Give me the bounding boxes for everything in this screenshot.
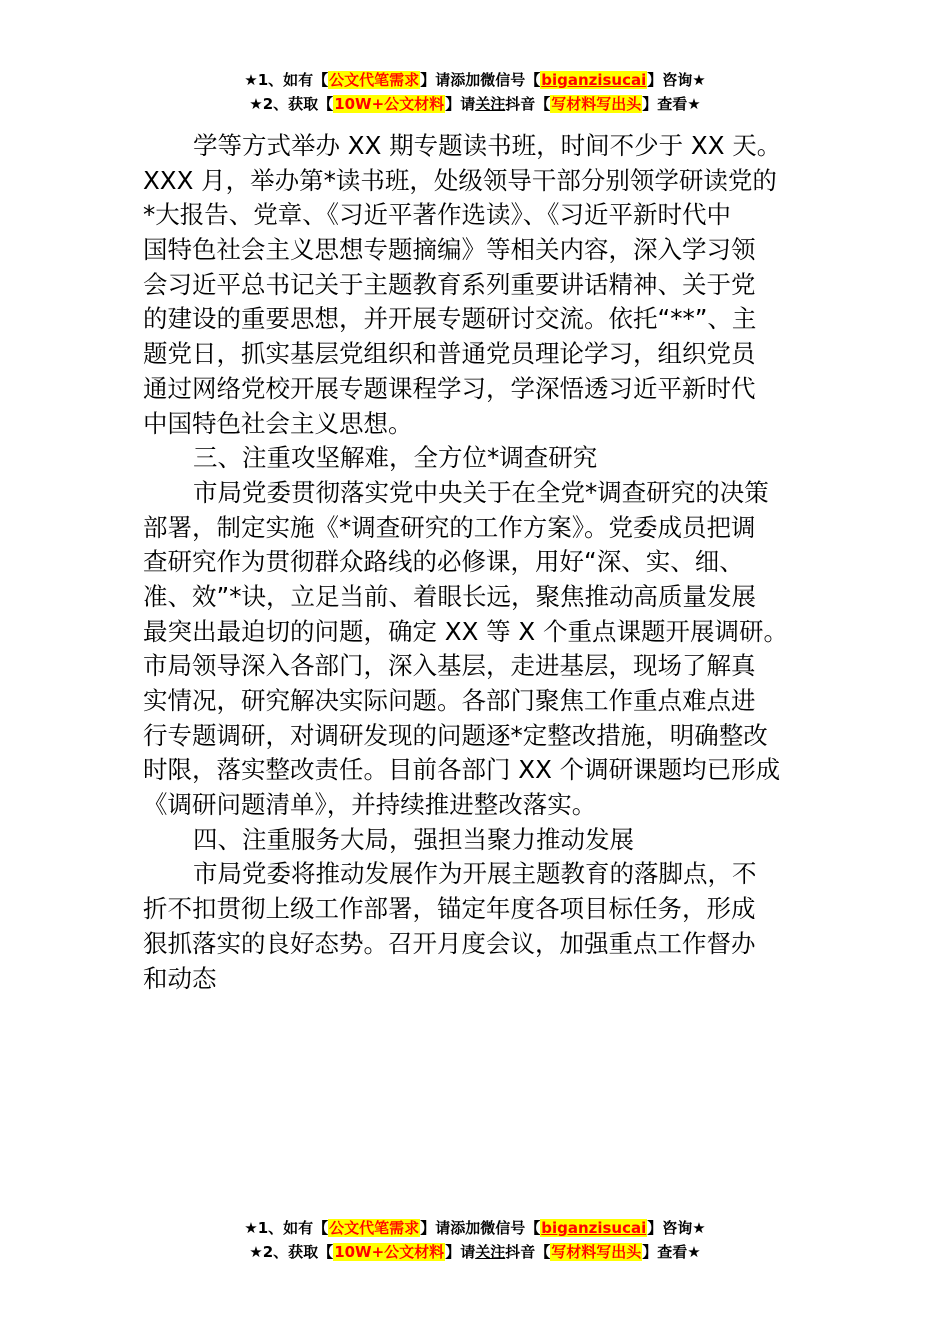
banner-text: 】请 [445, 95, 476, 113]
body-line: 国特色社会主义思想专题摘编》等相关内容，深入学习领 [143, 235, 756, 265]
banner-highlight: 公文代笔需求 [329, 1219, 420, 1237]
body-line: 查研究作为贯彻群众路线的必修课，用好“深、实、细、 [143, 547, 744, 577]
banner-highlight: 写材料写出头 [551, 95, 642, 113]
body-line: 市局党委将推动发展作为开展主题教育的落脚点，不 [193, 859, 757, 889]
banner-highlight: 10W+公文材料 [334, 1243, 445, 1261]
body-line: 准、效”*诀，立足当前、着眼长远，聚焦推动高质量发展 [143, 581, 756, 611]
banner-text: ★1、如有【 [244, 1219, 329, 1237]
banner-line-2 [0, 1240, 950, 1264]
banner-highlight: 公文代笔需求 [329, 71, 420, 89]
banner-text: 】查看★ [642, 95, 701, 113]
banner-text: 抖音【 [505, 95, 551, 113]
banner-text: 】咨询★ [647, 1219, 706, 1237]
banner-text: ★2、获取【 [249, 1243, 334, 1261]
body-line: 市局党委贯彻落实党中央关于在全党*调查研究的决策 [193, 477, 769, 507]
body-line: 会习近平总书记关于主题教育系列重要讲话精神、关于党 [143, 269, 756, 299]
banner-line-2 [0, 92, 950, 116]
section-heading: 四、注重服务大局，强担当聚力推动发展 [193, 824, 634, 854]
banner-text: 抖音【 [505, 1243, 551, 1261]
header-banner [0, 68, 950, 116]
section-heading: 三、注重攻坚解难，全方位*调查研究 [193, 443, 598, 473]
body-line: 实情况，研究解决实际问题。各部门聚焦工作重点难点进 [143, 686, 756, 715]
body-line: 和动态 [143, 963, 217, 993]
body-line: 狠抓落实的良好态势。召开月度会议，加强重点工作督办 [143, 928, 756, 958]
banner-line-1 [0, 68, 950, 92]
body-line: 部署，制定实施《*调查研究的工作方案》。党委成员把调 [143, 512, 756, 542]
body-line: 题党日，抓实基层党组织和普通党员理论学习，组织党员 [143, 339, 756, 369]
banner-text: 】查看★ [642, 1243, 701, 1261]
banner-text: 】咨询★ [647, 71, 706, 89]
body-line: 中国特色社会主义思想。 [143, 408, 413, 438]
banner-text: 】请添加微信号【 [420, 1219, 541, 1237]
body-line: 通过网络党校开展专题课程学习，学深悟透习近平新时代 [143, 373, 756, 403]
body-line: 折不扣贯彻上级工作部署，锚定年度各项目标任务，形成 [143, 894, 756, 924]
document-body [143, 129, 811, 996]
banner-text: 】请添加微信号【 [420, 71, 541, 89]
body-line: 市局领导深入各部门，深入基层，走进基层，现场了解真 [143, 651, 756, 681]
body-line: XXX 月，举办第*读书班，处级领导干部分别领学研读党的 [143, 165, 777, 195]
body-line: 学等方式举办 XX 期专题读书班，时间不少于 XX 天。 [193, 131, 782, 160]
banner-text: 】请 [445, 1243, 476, 1261]
footer-banner [0, 1216, 950, 1264]
wechat-id-link[interactable]: biganzisucai [541, 71, 647, 89]
body-line: 《调研问题清单》，并持续推进整改落实。 [143, 790, 597, 820]
body-line: 最突出最迫切的问题，确定 XX 等 X 个重点课题开展调研。 [143, 616, 789, 646]
body-line: 行专题调研，对调研发现的问题逐*定整改措施，明确整改 [143, 720, 768, 750]
body-line: 的建设的重要思想，并开展专题研讨交流。依托“**”、主 [143, 304, 757, 334]
banner-text: ★1、如有【 [244, 71, 329, 89]
banner-highlight: 10W+公文材料 [334, 95, 445, 113]
banner-highlight: 写材料写出头 [551, 1243, 642, 1261]
banner-underlined-text: 关注 [475, 95, 506, 113]
banner-line-1 [0, 1216, 950, 1240]
body-line: *大报告、党章、《习近平著作选读》、《习近平新时代中 [143, 200, 731, 230]
body-line: 时限，落实整改责任。目前各部门 XX 个调研课题均已形成 [143, 755, 781, 785]
banner-underlined-text: 关注 [475, 1243, 506, 1261]
wechat-id-link[interactable]: biganzisucai [541, 1219, 647, 1237]
banner-text: ★2、获取【 [249, 95, 334, 113]
